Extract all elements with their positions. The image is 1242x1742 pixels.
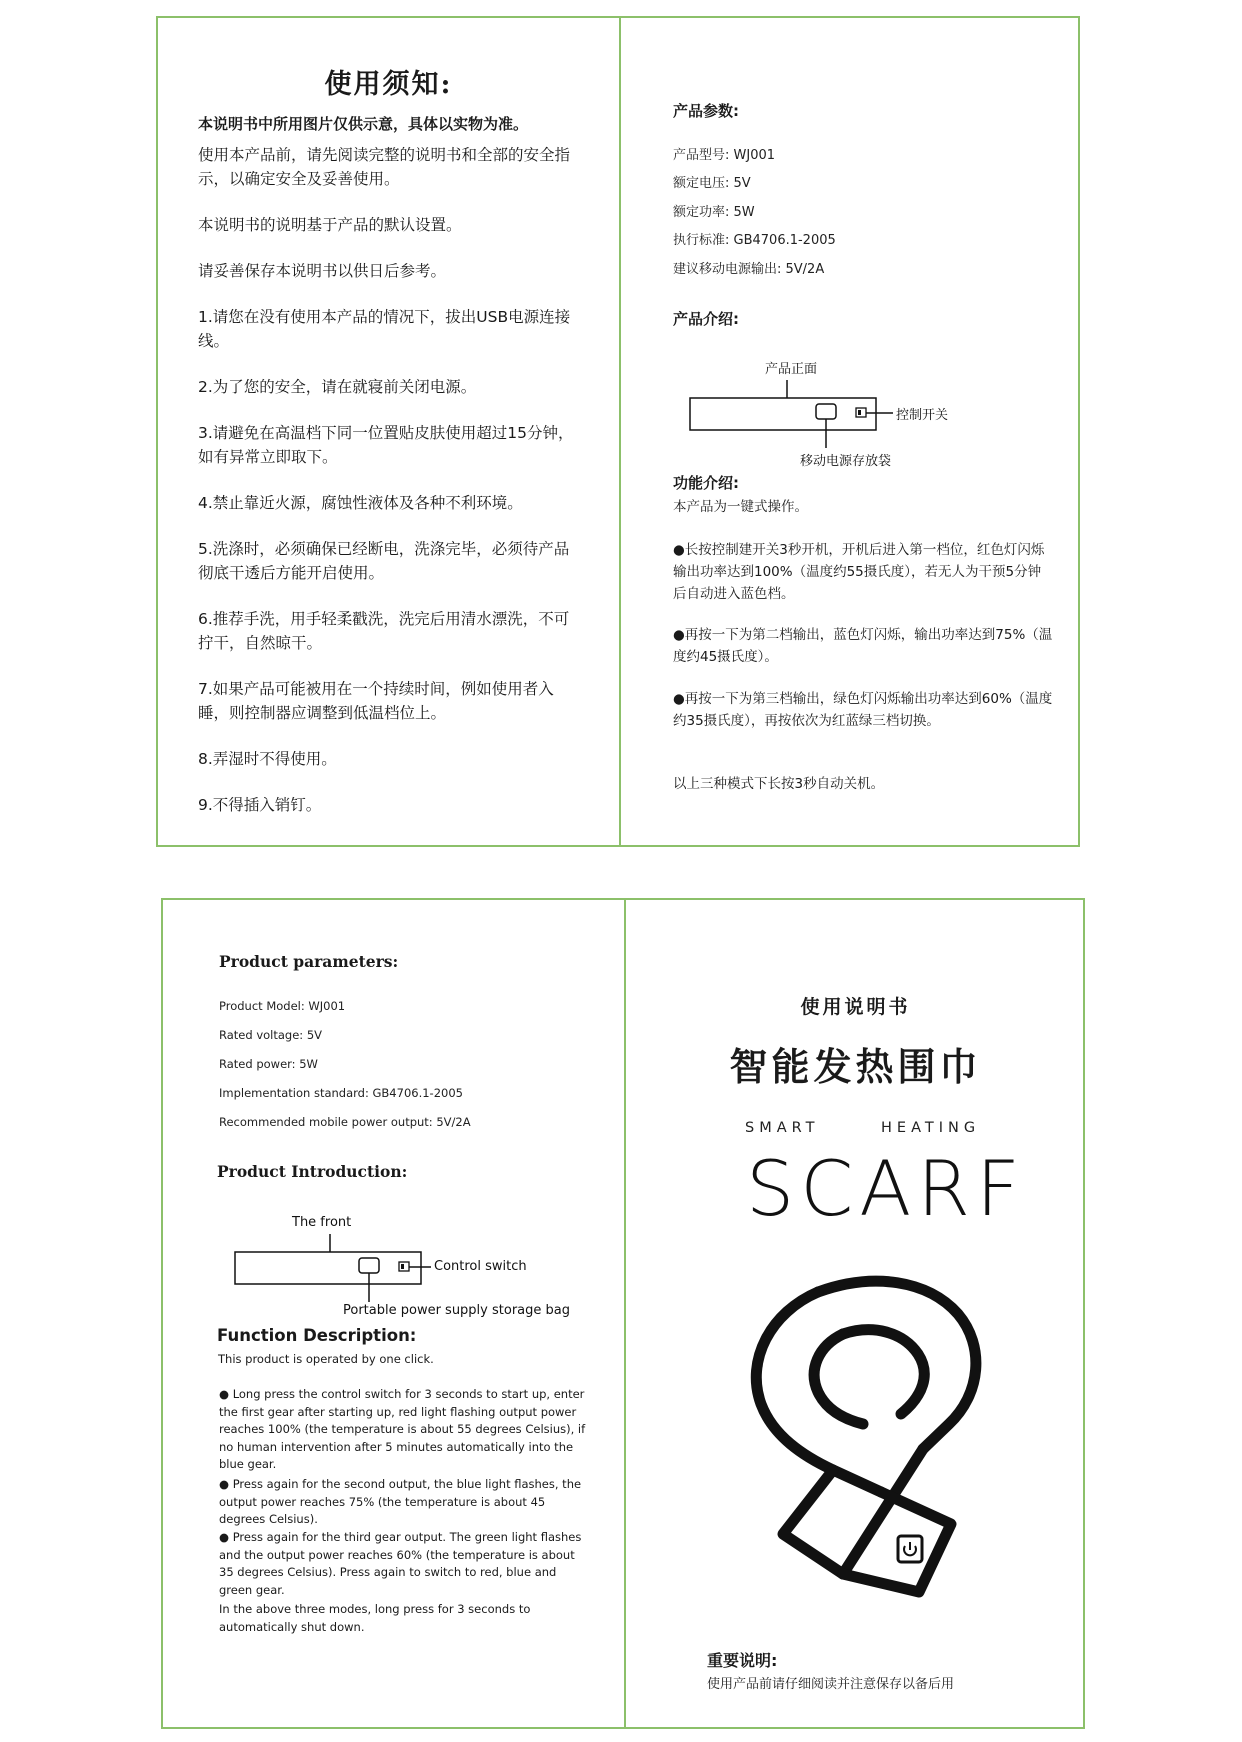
notice-paragraph: 本说明书的说明基于产品的默认设置。 (198, 216, 462, 234)
func-heading-cn: 功能介绍: (673, 474, 739, 492)
func-item-cn: 以上三种模式下长按3秒自动关机。 (673, 776, 885, 792)
param-item-cn: 额定功率: 5W (673, 205, 755, 220)
scarf-illustration (723, 1274, 1013, 1634)
params-heading-en: Product parameters: (219, 952, 399, 971)
diagram-label-front: 产品正面 (765, 362, 818, 377)
manual-sheet-top (156, 16, 1080, 847)
notice-paragraph: 6.推荐手洗，用手轻柔戳洗，洗完后用清水漂洗，不可拧干，自然晾干。 (198, 610, 570, 652)
func-heading-en: Function Description: (217, 1326, 417, 1345)
important-heading: 重要说明: (707, 1651, 778, 1670)
notice-paragraph: 1.请您在没有使用本产品的情况下，拔出USB电源连接线。 (198, 308, 571, 350)
cover-title: 智能发热围巾 (729, 1044, 982, 1089)
manual-sheet-bottom (161, 898, 1085, 1729)
product-diagram-cn (688, 358, 988, 478)
func-item-en: ● Press again for the second output, the blue light flashes, the output power reaches 75% (the temperature is about 45 degrees Celsius). (219, 1477, 582, 1526)
intro-heading-cn: 产品介绍: (673, 310, 739, 328)
notice-paragraph: 3.请避免在高温档下同一位置贴皮肤使用超过15分钟，如有异常立即取下。 (198, 424, 574, 466)
page-fold-divider (624, 900, 626, 1727)
product-outline-graphic (233, 1216, 593, 1316)
func-lead-cn: 本产品为一键式操作。 (673, 499, 808, 515)
param-item-cn: 执行标准: GB4706.1-2005 (673, 233, 836, 248)
notice-paragraph: 请妥善保存本说明书以供日后参考。 (198, 262, 447, 280)
diagram-label-bag: Portable power supply storage bag (343, 1303, 570, 1318)
cover-subtitle: 使用说明书 (800, 996, 911, 1018)
page-fold-divider (619, 18, 621, 845)
notice-paragraph: 使用本产品前，请先阅读完整的说明书和全部的安全指示，以确定安全及妥善使用。 (198, 146, 571, 188)
cover-en-smart: SMART (745, 1120, 820, 1136)
param-item-en: Rated power: 5W (219, 1057, 318, 1071)
param-item-en: Implementation standard: GB4706.1-2005 (219, 1086, 463, 1100)
param-item-cn: 建议移动电源输出: 5V/2A (673, 262, 825, 277)
param-item-cn: 产品型号: WJ001 (673, 148, 776, 163)
cover-en-scarf: SCARF (746, 1144, 1026, 1233)
notice-paragraph: 7.如果产品可能被用在一个持续时间，例如使用者入睡，则控制器应调整到低温档位上。 (198, 680, 554, 722)
intro-heading-en: Product Introduction: (217, 1162, 408, 1181)
notice-paragraph: 5.洗涤时，必须确保已经断电，洗涤完毕，必须待产品彻底干透后方能开启使用。 (198, 540, 570, 582)
cover-en-heating: HEATING (881, 1120, 981, 1136)
func-item-cn: ●再按一下为第二档输出，蓝色灯闪烁，输出功率达到75%（温度约45摄氏度）。 (673, 627, 1053, 665)
diagram-label-switch: Control switch (434, 1259, 527, 1274)
notice-paragraph: 9.不得插入销钉。 (198, 796, 322, 814)
diagram-label-front: The front (292, 1215, 352, 1230)
param-item-en: Product Model: WJ001 (219, 999, 346, 1013)
important-text: 使用产品前请仔细阅读并注意保存以备后用 (707, 1677, 955, 1692)
notice-paragraph: 8.弄湿时不得使用。 (198, 750, 337, 768)
notice-title: 使用须知: (324, 69, 453, 100)
func-item-en: In the above three modes, long press for 3 seconds to automatically shut down. (219, 1602, 531, 1634)
func-lead-en: This product is operated by one click. (218, 1352, 434, 1366)
diagram-label-switch: 控制开关 (896, 408, 949, 423)
func-item-en: ● Long press the control switch for 3 seconds to start up, enter the first gear after starting up, red light flashing output power reaches 100% (the temperature is about 55 degrees Celsius), if no human intervention after 5 minutes automatically into the blue gear. (219, 1387, 586, 1471)
func-item-cn: ●再按一下为第三档输出，绿色灯闪烁输出功率达到60%（温度约35摄氏度），再按依次为红蓝绿三档切换。 (673, 691, 1053, 729)
func-item-en: ● Press again for the third gear output. The green light flashes and the output power reaches 60% (the temperature is about 35 degrees Celsius). Press again to switch to red, blue and green gear. (219, 1530, 582, 1597)
param-item-cn: 额定电压: 5V (673, 176, 751, 191)
notice-paragraph: 2.为了您的安全，请在就寝前关闭电源。 (198, 378, 477, 396)
params-heading-cn: 产品参数: (673, 102, 739, 120)
notice-lead: 本说明书中所用图片仅供示意，具体以实物为准。 (198, 115, 529, 133)
product-diagram-en (233, 1216, 593, 1316)
param-item-en: Recommended mobile power output: 5V/2A (219, 1115, 471, 1129)
param-item-en: Rated voltage: 5V (219, 1028, 323, 1042)
notice-paragraph: 4.禁止靠近火源，腐蚀性液体及各种不利环境。 (198, 494, 523, 512)
func-item-cn: ●长按控制建开关3秒开机，开机后进入第一档位，红色灯闪烁输出功率达到100%（温度约55摄氏度），若无人为干预5分钟后自动进入蓝色档。 (673, 542, 1045, 602)
diagram-label-bag: 移动电源存放袋 (800, 454, 892, 469)
